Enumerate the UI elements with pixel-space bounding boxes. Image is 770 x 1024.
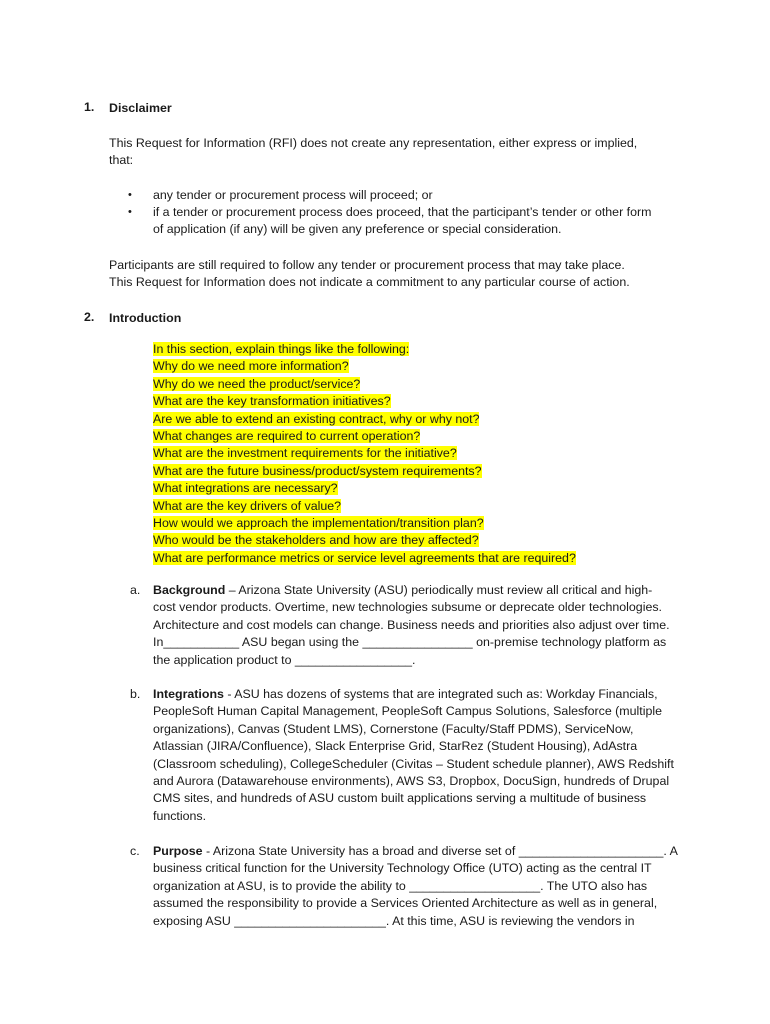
- subsection-title: Integrations: [153, 687, 224, 701]
- text-line: (Classroom scheduling), CollegeScheduler (Civitas – Student schedule planner), AWS Redshift: [153, 756, 674, 771]
- text-line: exposing ASU ______________________. At this time, ASU is reviewing the vendors in: [153, 913, 635, 928]
- text-line: organizations), Canvas (Student LMS), Cornerstone (Faculty/Staff PDMS), ServiceNow,: [153, 721, 634, 736]
- text-span: - ASU has dozens of systems that are integrated such as: Workday Financials,: [223, 687, 658, 701]
- text-line: assumed the responsibility to provide a Services Oriented Architecture as well as in general,: [153, 896, 658, 911]
- subsection-title: Background: [153, 583, 226, 597]
- section-heading-introduction: Introduction: [109, 311, 182, 325]
- bullet-icon: •: [128, 189, 132, 201]
- highlighted-line: What are the future business/product/system requirements?: [153, 463, 482, 478]
- subsection-label: b.: [130, 687, 141, 701]
- bullet-icon: •: [128, 206, 132, 218]
- bullet-item: [153, 204, 651, 239]
- subsection-background: [153, 582, 670, 669]
- highlighted-line: What are the key transformation initiatives?: [153, 394, 391, 409]
- highlighted-line: In this section, explain things like the following:: [153, 342, 410, 356]
- subsection-label: a.: [130, 583, 141, 597]
- highlighted-line: Are we able to extend an existing contract, why or why not?: [153, 411, 480, 426]
- text-line: CMS sites, and hundreds of ASU custom built applications serving a multitude of business: [153, 791, 647, 806]
- highlighted-line: What are the investment requirements for the initiative?: [153, 446, 457, 461]
- subsection-title: Purpose: [153, 844, 203, 858]
- text-line: business critical function for the University Technology Office (UTO) acting as the central IT: [153, 861, 652, 876]
- highlighted-line: Why do we need the product/service?: [153, 376, 361, 391]
- section-heading-disclaimer: Disclaimer: [109, 101, 172, 115]
- subsection-label: c.: [130, 844, 140, 858]
- text-line: organization at ASU, is to provide the ability to ___________________. The UTO also has: [153, 878, 648, 893]
- text-line: and Aurora (Datawarehouse environments), AWS S3, Dropbox, DocuSign, hundreds of Drupal: [153, 773, 670, 788]
- bullet-item: [153, 187, 433, 204]
- text-line: that:: [109, 153, 134, 168]
- subsection-integrations: [153, 686, 674, 825]
- highlighted-line: How would we approach the implementation/transition plan?: [153, 515, 484, 530]
- text-line: if a tender or procurement process does proceed, that the participant’s tender or other form: [153, 205, 652, 219]
- text-line: In___________ ASU began using the ________________ on-premise technology platform as: [153, 635, 667, 650]
- text-line: the application product to _________________.: [153, 652, 416, 667]
- guidance-highlight-block: [153, 341, 576, 567]
- section-number: 2.: [84, 310, 95, 324]
- text-line: any tender or procurement process will proceed; or: [153, 188, 433, 202]
- text-line: Architecture and cost models can change. Business needs and priorities also adjust over time.: [153, 617, 670, 632]
- highlighted-line: What integrations are necessary?: [153, 481, 338, 496]
- highlighted-line: Who would be the stakeholders and how are they affected?: [153, 533, 479, 548]
- highlighted-line: What are performance metrics or service level agreements that are required?: [153, 550, 576, 565]
- text-line: Atlassian (JIRA/Confluence), Slack Enterprise Grid, StarRez (Student Housing), AdAstra: [153, 739, 638, 754]
- text-line: of application (if any) will be given any preference or special consideration.: [153, 222, 562, 237]
- section-number: 1.: [84, 100, 95, 114]
- highlighted-line: Why do we need more information?: [153, 359, 349, 374]
- disclaimer-closing: [109, 257, 630, 292]
- text-line: This Request for Information does not indicate a commitment to any particular course of action.: [109, 275, 630, 290]
- text-line: This Request for Information (RFI) does not create any representation, either express or implied,: [109, 136, 638, 150]
- highlighted-line: What are the key drivers of value?: [153, 498, 342, 513]
- highlighted-line: What changes are required to current operation?: [153, 428, 421, 443]
- text-span: – Arizona State University (ASU) periodically must review all critical and high-: [225, 583, 653, 597]
- text-span: - Arizona State University has a broad and diverse set of _____________________. A: [202, 844, 678, 858]
- text-line: cost vendor products. Overtime, new technologies subsume or deprecate older technologies.: [153, 600, 662, 615]
- text-line: functions.: [153, 808, 207, 823]
- text-line: Participants are still required to follow any tender or procurement process that may take place.: [109, 258, 625, 272]
- text-line: PeopleSoft Human Capital Management, PeopleSoft Campus Solutions, Salesforce (multiple: [153, 704, 662, 719]
- subsection-purpose: [153, 843, 678, 930]
- disclaimer-intro: [109, 135, 637, 170]
